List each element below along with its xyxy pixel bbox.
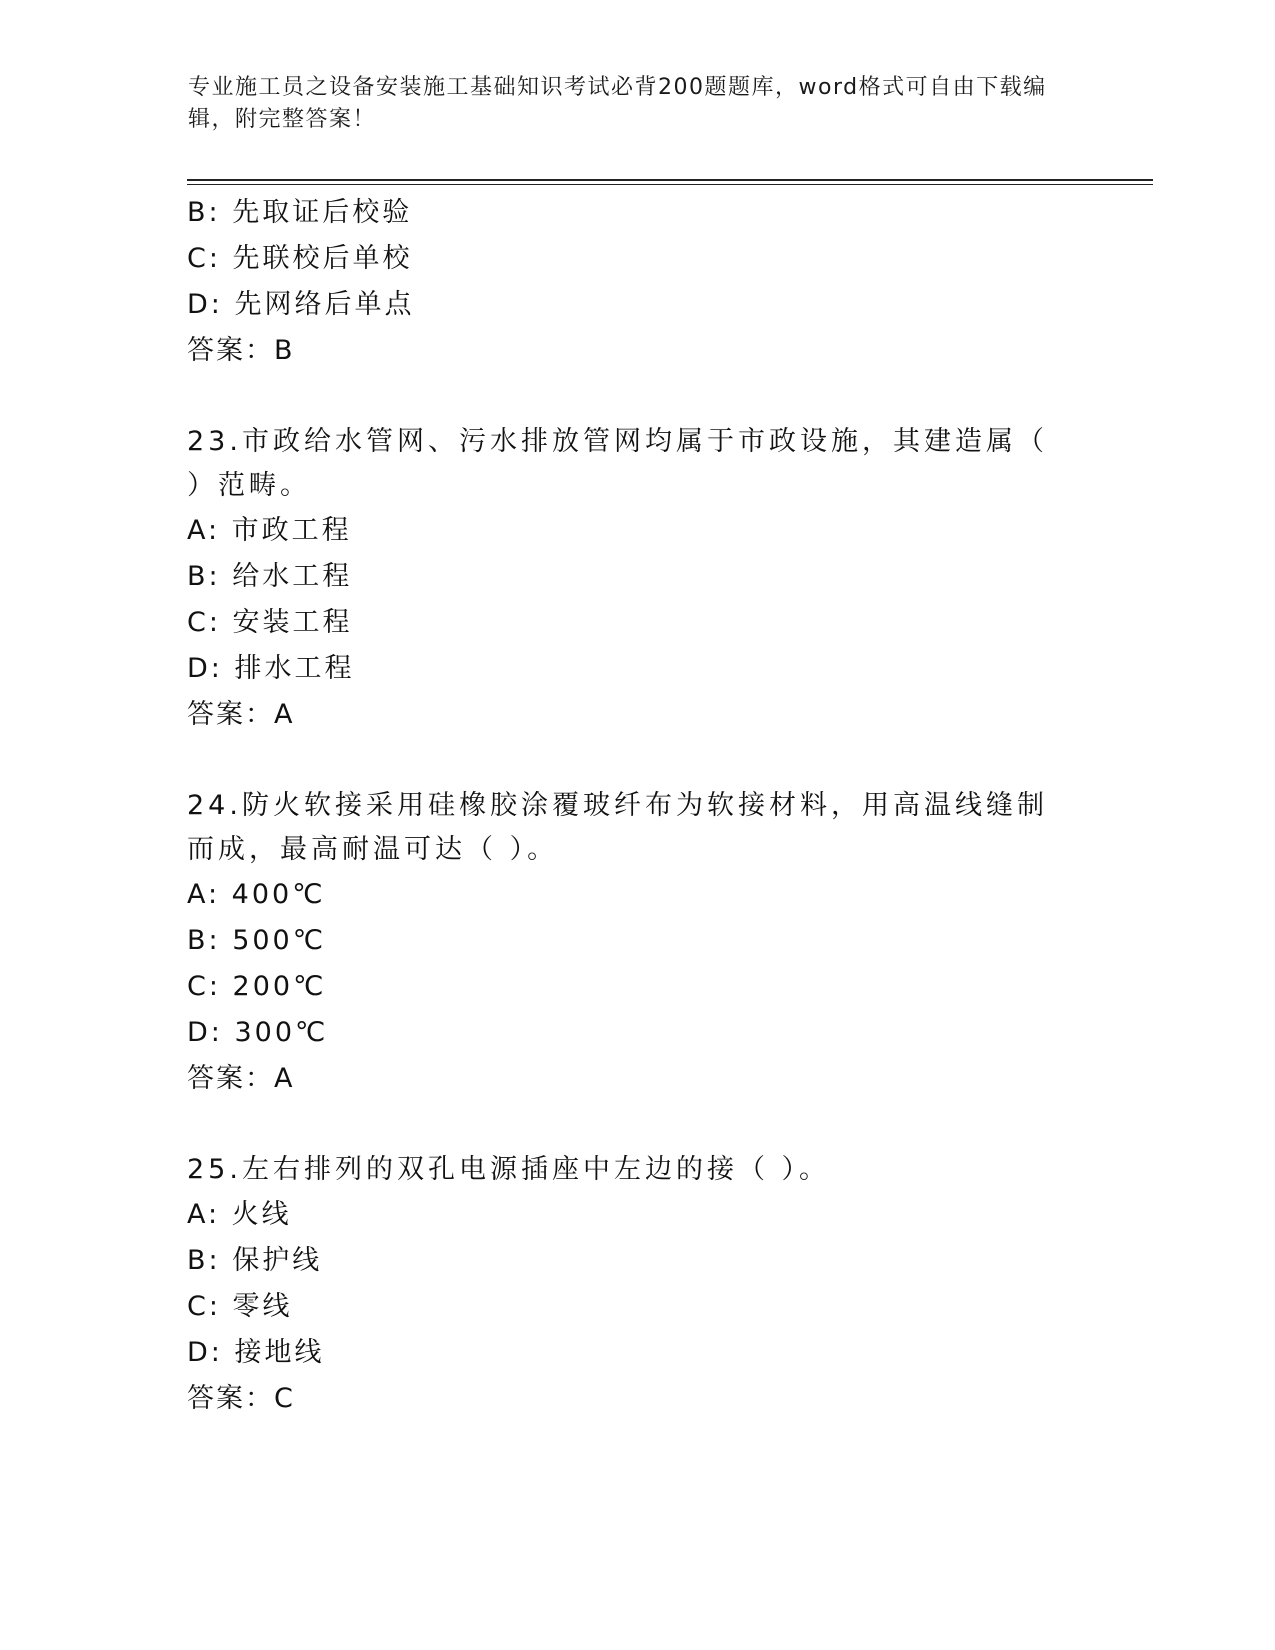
question-25 xyxy=(187,1148,1087,1422)
option-b: B: 500℃ xyxy=(187,925,327,956)
document-header: 专业施工员之设备安装施工基础知识考试必背200题题库，word格式可自由下载编辑，附完整答案！ xyxy=(188,75,1047,132)
answer: 答案：A xyxy=(187,699,295,730)
option-c: C: 零线 xyxy=(187,1291,293,1322)
option-b: B: 给水工程 xyxy=(187,561,353,592)
option-d: D: 排水工程 xyxy=(187,653,355,684)
header-rule-thin xyxy=(187,184,1153,185)
option-d: D: 先网络后单点 xyxy=(187,289,415,320)
option-a: A: 市政工程 xyxy=(187,515,352,546)
answer: 答案：A xyxy=(187,1063,295,1094)
option-b: B: 先取证后校验 xyxy=(187,197,413,228)
question-text: 25.左右排列的双孔电源插座中左边的接（ ）。 xyxy=(187,1154,831,1185)
question-text: 23.市政给水管网、污水排放管网均属于市政设施，其建造属（ ）范畴。 xyxy=(187,426,1048,501)
question-23 xyxy=(187,420,1087,738)
question-22-continued xyxy=(187,190,1087,374)
answer: 答案：C xyxy=(187,1383,295,1414)
question-24 xyxy=(187,784,1087,1102)
option-c: C: 先联校后单校 xyxy=(187,243,413,274)
question-text: 24.防火软接采用硅橡胶涂覆玻纤布为软接材料，用高温线缝制而成，最高耐温可达（ ）。 xyxy=(187,790,1048,865)
option-a: A: 400℃ xyxy=(187,879,326,910)
option-d: D: 接地线 xyxy=(187,1337,325,1368)
answer: 答案：B xyxy=(187,335,295,366)
option-d: D: 300℃ xyxy=(187,1017,329,1048)
question-list xyxy=(187,190,1087,1422)
option-a: A: 火线 xyxy=(187,1199,292,1230)
option-c: C: 安装工程 xyxy=(187,607,353,638)
option-c: C: 200℃ xyxy=(187,971,327,1002)
option-b: B: 保护线 xyxy=(187,1245,323,1276)
header-rule-thick xyxy=(187,179,1153,181)
